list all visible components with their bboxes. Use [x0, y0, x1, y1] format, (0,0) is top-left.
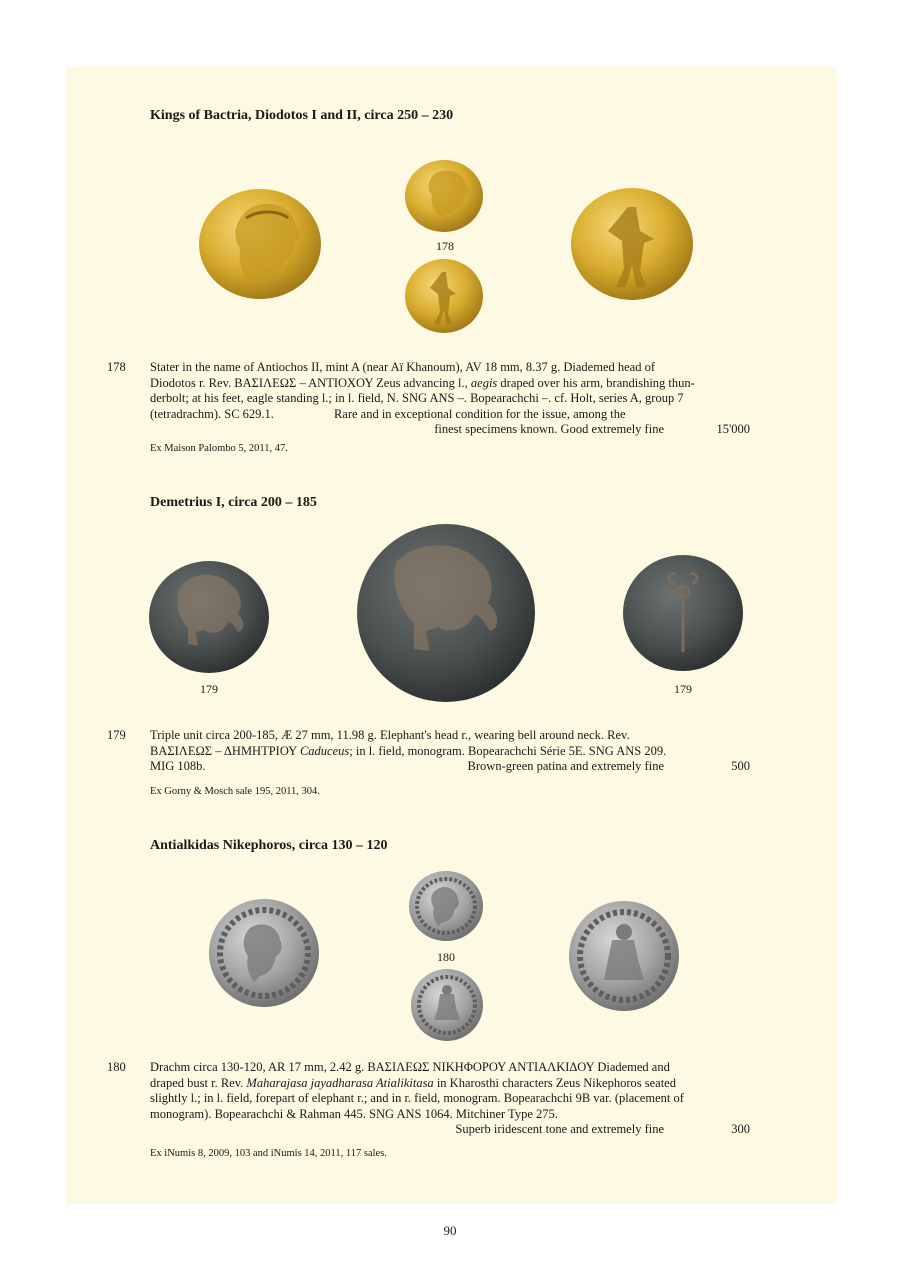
lot-178-description: Stater in the name of Antiochos II, mint A (near Aï Khanoum), AV 18 mm, 8.37 g. Diademed head of Diodotos r. Rev. ΒΑΣΙΛΕΩΣ – ΑΝΤΙΟΧΟΥ Zeus advancing l., aegis draped over his arm, brandishing thun- derbolt; at his feet, eagle standing l.; in l. field, N. SNG ANS –. Bopearachchi –. cf. Holt, series A, group 7 (tetradrachm). SC 629.1. Rare and in exceptional condition for the issue, among the finest specimens known. Good extremely fine 15'000 — [150, 360, 750, 436]
lot-178-grade: finest specimens known. Good extremely fine — [434, 422, 664, 436]
lot-178-image-label: 178 — [436, 239, 454, 253]
silver-drachm-reverse-large-image — [568, 900, 680, 1012]
lot-179-grade: Brown-green patina and extremely fine — [467, 759, 664, 773]
page-number: 90 — [443, 1223, 457, 1238]
lot-180-provenance: Ex iNumis 8, 2009, 103 and iNumis 14, 2011, 117 sales. — [150, 1148, 387, 1159]
lot-178-provenance: Ex Maison Palombo 5, 2011, 47. — [150, 443, 288, 454]
lot-179-description: Triple unit circa 200-185, Æ 27 mm, 11.98 g. Elephant's head r., wearing bell around neck. Rev. ΒΑΣΙΛΕΩΣ – ΔΗΜΗΤΡΙΟΥ Caduceus; in l. field, monogram. Bopearachchi Série 5E. SNG ANS 209. MIG 108b. Brown-green patina and extremely fine 500 — [150, 728, 750, 773]
section-title-diodotos: Kings of Bactria, Diodotos I and II, circa 250 – 230 — [150, 108, 454, 123]
gold-stater-obverse-small-image — [404, 159, 484, 233]
silver-drachm-obverse-large-image — [208, 898, 320, 1008]
bronze-triple-unit-obverse-small-image — [148, 560, 270, 674]
lot-180-image-label: 180 — [437, 950, 455, 964]
lot-number-180: 180 — [107, 1060, 126, 1074]
lot-180-description: Drachm circa 130-120, AR 17 mm, 2.42 g. ΒΑΣΙΛΕΩΣ ΝΙΚΗΦΟΡΟΥ ΑΝΤΙΑΛΚΙΔΟΥ Diademed and draped bust r. Rev. Maharajasa jayadharasa Atialikitasa in Kharosthi characters Zeus Nikephoros seated slightly l.; in l. field, forepart of elephant r.; and in r. field, monogram. Bopearachchi 9B var. (placement of monogram). Bopearachchi & Rahman 445. SNG ANS 1064. Mitchiner Type 275. Superb iridescent tone and extremely fine 300 — [150, 1060, 750, 1136]
lot-180-price: 300 — [731, 1122, 750, 1136]
lot-number-179: 179 — [107, 728, 126, 742]
gold-stater-obverse-large-image — [198, 188, 322, 300]
section-title-antialkidas: Antialkidas Nikephoros, circa 130 – 120 — [150, 838, 388, 853]
section-title-demetrius: Demetrius I, circa 200 – 185 — [150, 495, 317, 510]
lot-179-price: 500 — [731, 759, 750, 773]
silver-drachm-reverse-small-image — [410, 968, 484, 1042]
lot-178-price: 15'000 — [716, 422, 750, 436]
gold-stater-reverse-small-image — [404, 258, 484, 334]
lot-179-image-label-left: 179 — [200, 682, 218, 696]
silver-drachm-obverse-small-image — [408, 870, 484, 942]
lot-179-image-label-right: 179 — [674, 682, 692, 696]
bronze-triple-unit-obverse-large-image — [356, 523, 536, 703]
bronze-triple-unit-reverse-image — [622, 554, 744, 672]
gold-stater-reverse-large-image — [570, 187, 694, 301]
lot-number-178: 178 — [107, 360, 126, 374]
lot-179-provenance: Ex Gorny & Mosch sale 195, 2011, 304. — [150, 786, 320, 797]
lot-180-grade: Superb iridescent tone and extremely fine — [455, 1122, 664, 1136]
